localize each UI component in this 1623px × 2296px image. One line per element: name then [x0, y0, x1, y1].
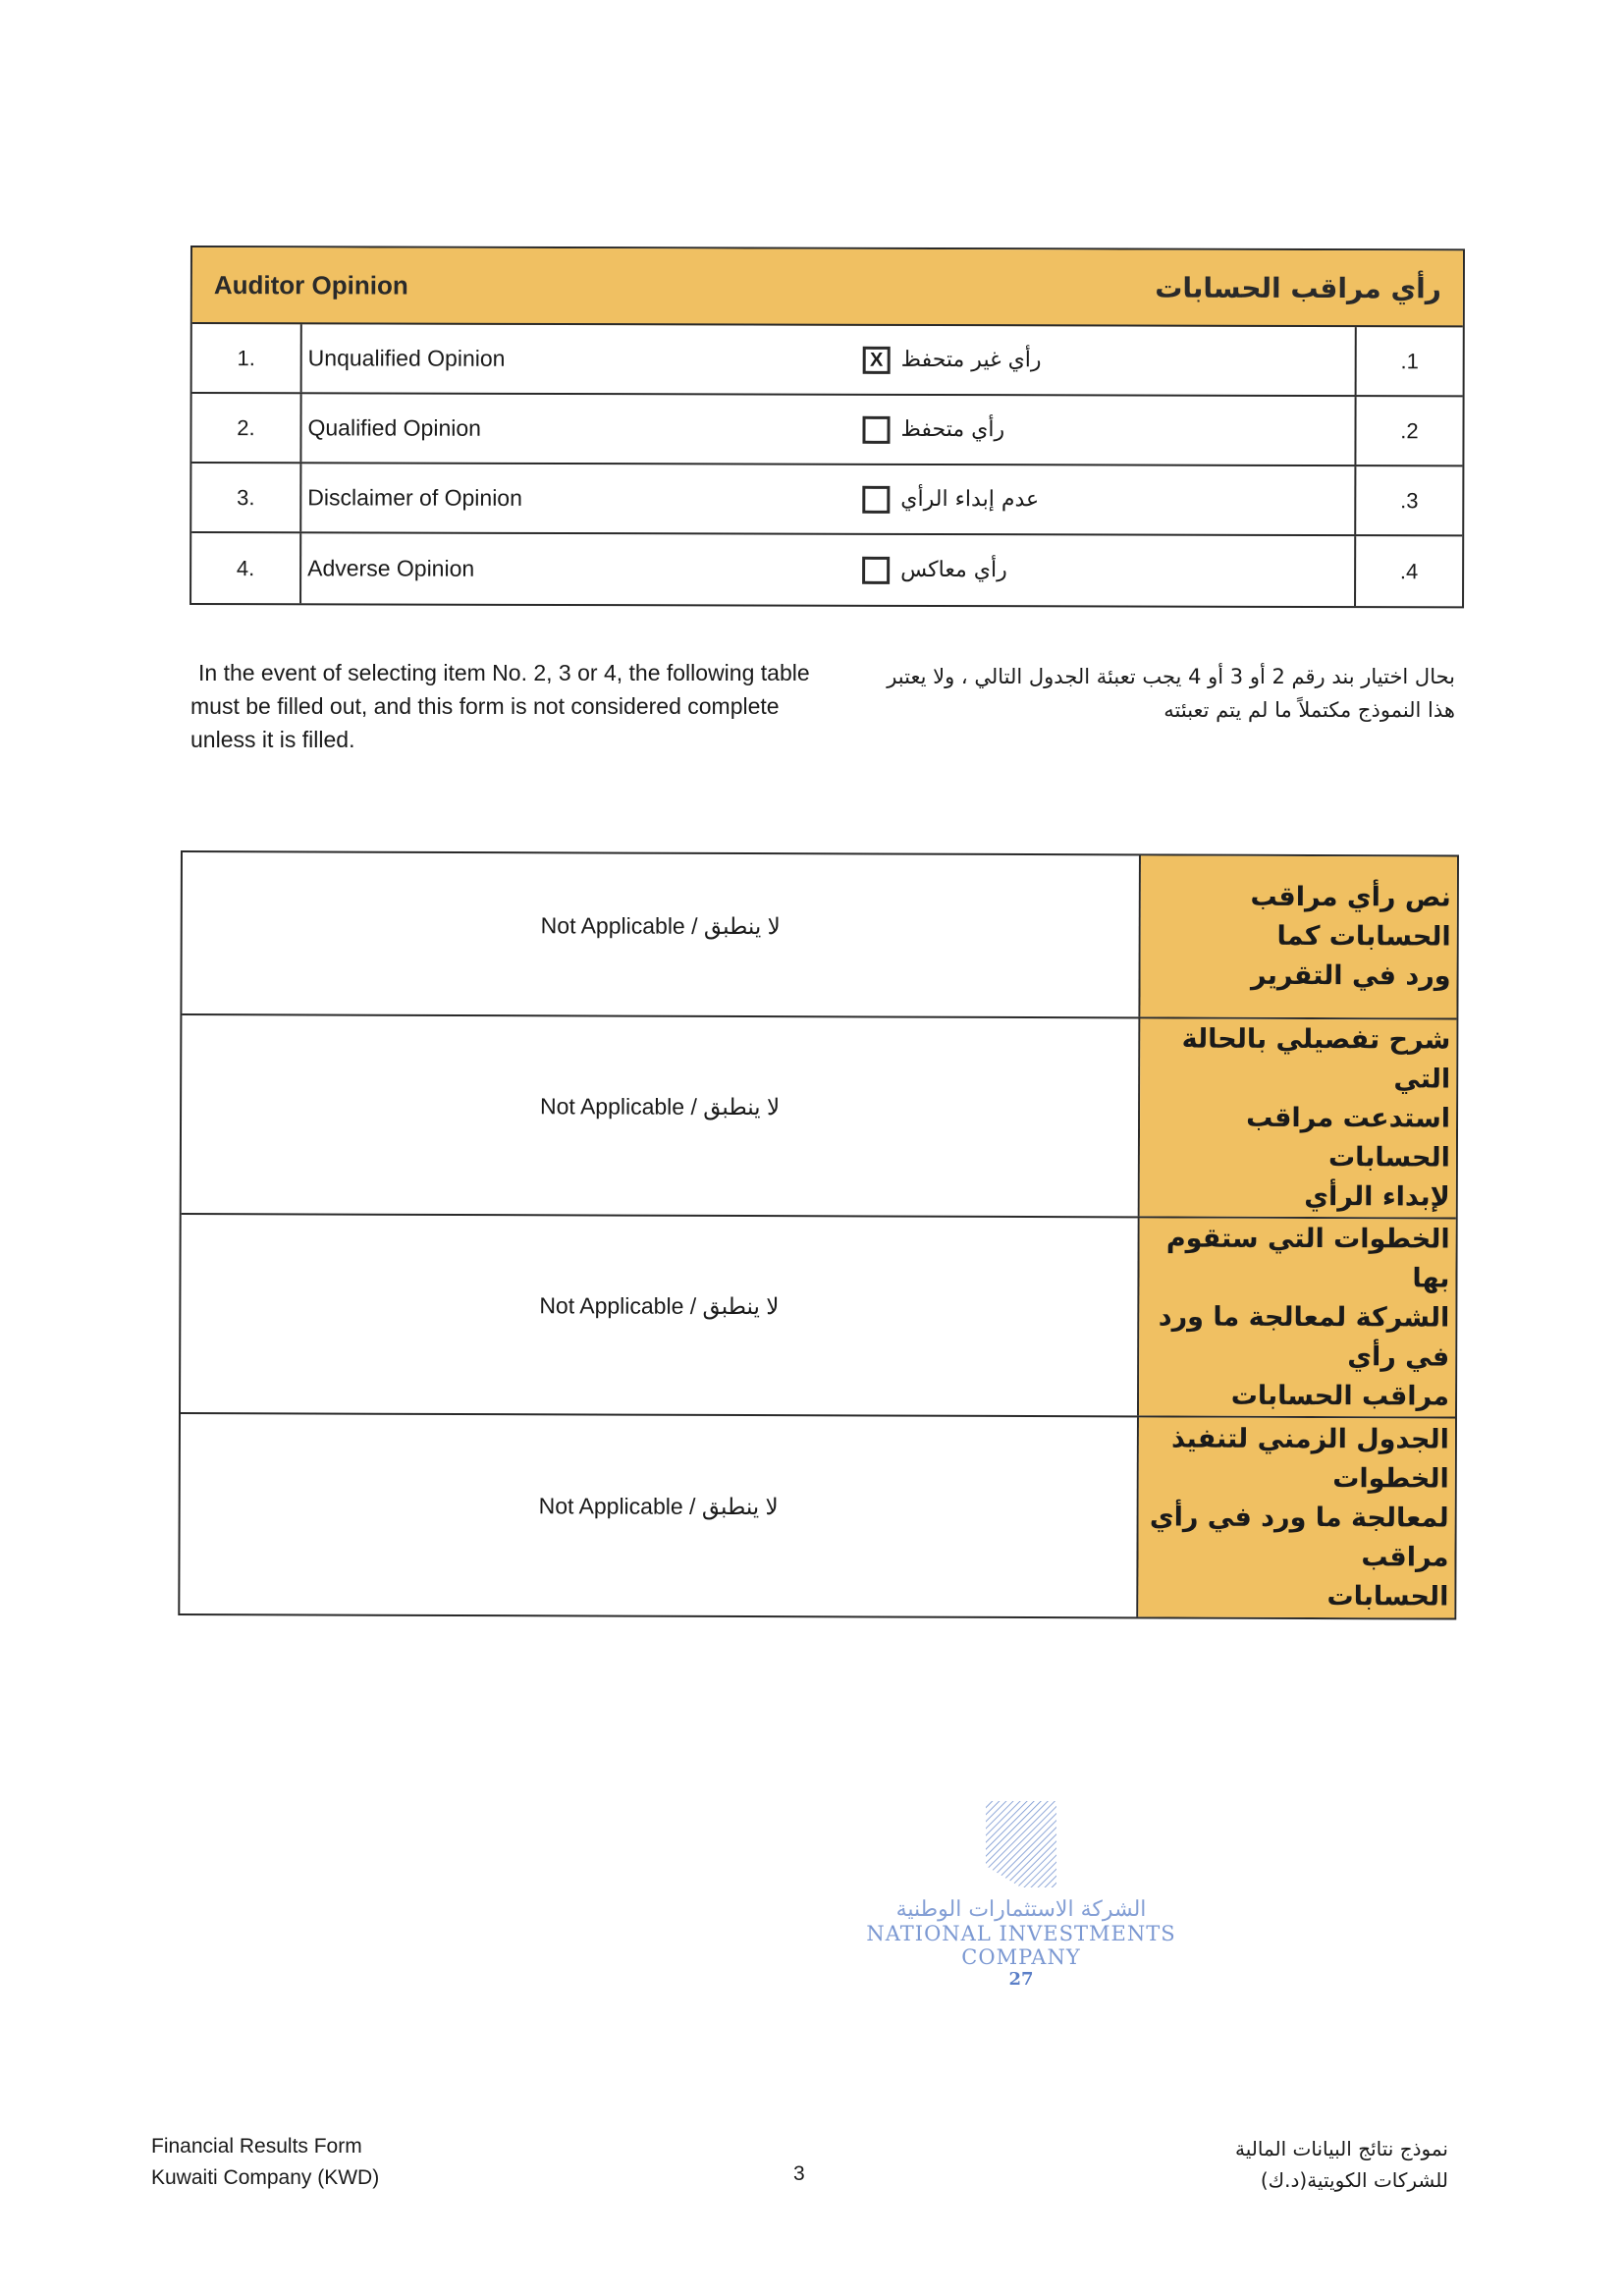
footer-line: نموذج نتائج البيانات المالية	[1235, 2137, 1448, 2160]
opinion-number-ar: .2	[1400, 417, 1419, 443]
opinion-number-ar: .1	[1400, 348, 1419, 373]
footer-form-title-ar	[1070, 2133, 1448, 2196]
opinion-label-en: Disclaimer of Opinion	[307, 484, 522, 511]
opinion-label-ar: رأي معاكس	[900, 535, 1356, 606]
qualified-opinion-checkbox[interactable]	[862, 415, 890, 443]
company-stamp	[805, 1797, 1237, 1990]
auditor-opinion-title-en: Auditor Opinion	[213, 269, 408, 301]
details-label-line: الشركة لمعالجة ما ورد في رأي	[1158, 1300, 1450, 1373]
opinion-label-ar: رأي غير متحفظ	[901, 326, 1357, 395]
instruction-note-en	[190, 656, 878, 756]
details-label-line: الخطوات التي ستقوم بها	[1165, 1223, 1450, 1294]
opinion-row-adverse	[191, 533, 1462, 606]
details-label-line: الحسابات	[1326, 1580, 1449, 1613]
details-label-line: لإبداء الرأي	[1304, 1180, 1450, 1213]
auditor-opinion-table	[189, 246, 1465, 608]
footer-line: Kuwaiti Company (KWD)	[151, 2166, 380, 2189]
stamp-name-ar: الشركة الاستثمارات الوطنية	[895, 1897, 1147, 1922]
opinion-label-en: Unqualified Opinion	[307, 345, 506, 371]
note-ar-line: بحال اختيار بند رقم 2 أو 3 أو 4 يجب تعبئة الجدول التالي ، ولا يعتبر	[887, 665, 1455, 688]
note-en-line: must be filled out, and this form is not considered complete	[190, 693, 780, 719]
footer-line: Financial Results Form	[151, 2135, 362, 2158]
details-label	[1139, 1218, 1456, 1416]
details-value-field[interactable]: Not Applicable / لا ينطبق	[182, 1015, 1141, 1216]
adverse-opinion-checkbox[interactable]	[862, 556, 890, 583]
details-row-opinion-text	[182, 852, 1457, 1020]
opinion-label-en: Adverse Opinion	[307, 555, 475, 581]
details-label-line: الجدول الزمني لتنفيذ الخطوات	[1170, 1423, 1449, 1495]
opinion-checkbox-cell	[852, 326, 901, 394]
opinion-row-qualified	[191, 394, 1462, 466]
footer-line: للشركات الكويتية(د.ك)	[1260, 2168, 1448, 2192]
details-value-field[interactable]: Not Applicable / لا ينطبق	[180, 1414, 1139, 1616]
opinion-label-en: Qualified Opinion	[307, 414, 482, 441]
opinion-row-unqualified	[192, 324, 1463, 397]
note-en-line: In the event of selecting item No. 2, 3 or 4, the following table	[198, 660, 810, 685]
unqualified-opinion-checkbox[interactable]: X	[863, 346, 891, 373]
details-label-line: شرح تفصيلي بالحالة التي	[1181, 1023, 1451, 1095]
details-label-line: ورد في التقرير	[1250, 959, 1451, 992]
details-value-field[interactable]: Not Applicable / لا ينطبق	[181, 1215, 1140, 1415]
instruction-note-ar	[874, 660, 1455, 727]
opinion-number-en: 1.	[192, 324, 302, 392]
opinion-checkbox-cell	[851, 465, 900, 533]
details-label-line: مراقب الحسابات	[1230, 1380, 1450, 1412]
details-label	[1140, 855, 1457, 1017]
details-label	[1140, 1018, 1457, 1217]
stamp-name-en: NATIONAL INVESTMENTS COMPANY	[866, 1922, 1176, 1969]
opinion-number-en: 2.	[191, 394, 301, 462]
auditor-opinion-title-ar: رأي مراقب الحسابات	[1155, 271, 1441, 304]
opinion-number-en: 4.	[191, 533, 301, 603]
details-row-steps	[181, 1215, 1456, 1419]
stamp-number: 27	[1008, 1969, 1034, 1990]
details-row-explanation	[182, 1015, 1457, 1220]
note-ar-line: هذا النموذج مكتملاً ما لم يتم تعبئته	[1163, 698, 1455, 722]
opinion-label-ar: رأي متحفظ	[900, 396, 1356, 465]
company-logo-icon	[982, 1797, 1060, 1891]
details-row-timeline	[180, 1414, 1455, 1618]
details-label-line: لمعالجة ما ورد في رأي مراقب	[1149, 1501, 1449, 1573]
opinion-details-table	[178, 850, 1459, 1620]
opinion-number-ar: .4	[1399, 558, 1419, 583]
details-label-line: نص رأي مراقب الحسابات كما	[1250, 881, 1451, 953]
opinion-label-ar: عدم إبداء الرأي	[900, 465, 1356, 534]
auditor-opinion-header	[192, 247, 1463, 327]
note-en-line: unless it is filled.	[190, 727, 355, 752]
footer-form-title-en	[151, 2131, 379, 2194]
disclaimer-opinion-checkbox[interactable]	[862, 485, 890, 513]
opinion-row-disclaimer	[191, 464, 1462, 536]
details-label	[1138, 1417, 1455, 1617]
details-value-field[interactable]: Not Applicable / لا ينطبق	[182, 852, 1141, 1016]
page-number: 3	[793, 2162, 805, 2185]
opinion-checkbox-cell	[851, 535, 900, 605]
opinion-number-ar: .3	[1400, 487, 1419, 513]
opinion-number-en: 3.	[191, 464, 301, 531]
details-label-line: استدعت مراقب الحسابات	[1246, 1102, 1451, 1174]
opinion-checkbox-cell	[851, 396, 900, 464]
